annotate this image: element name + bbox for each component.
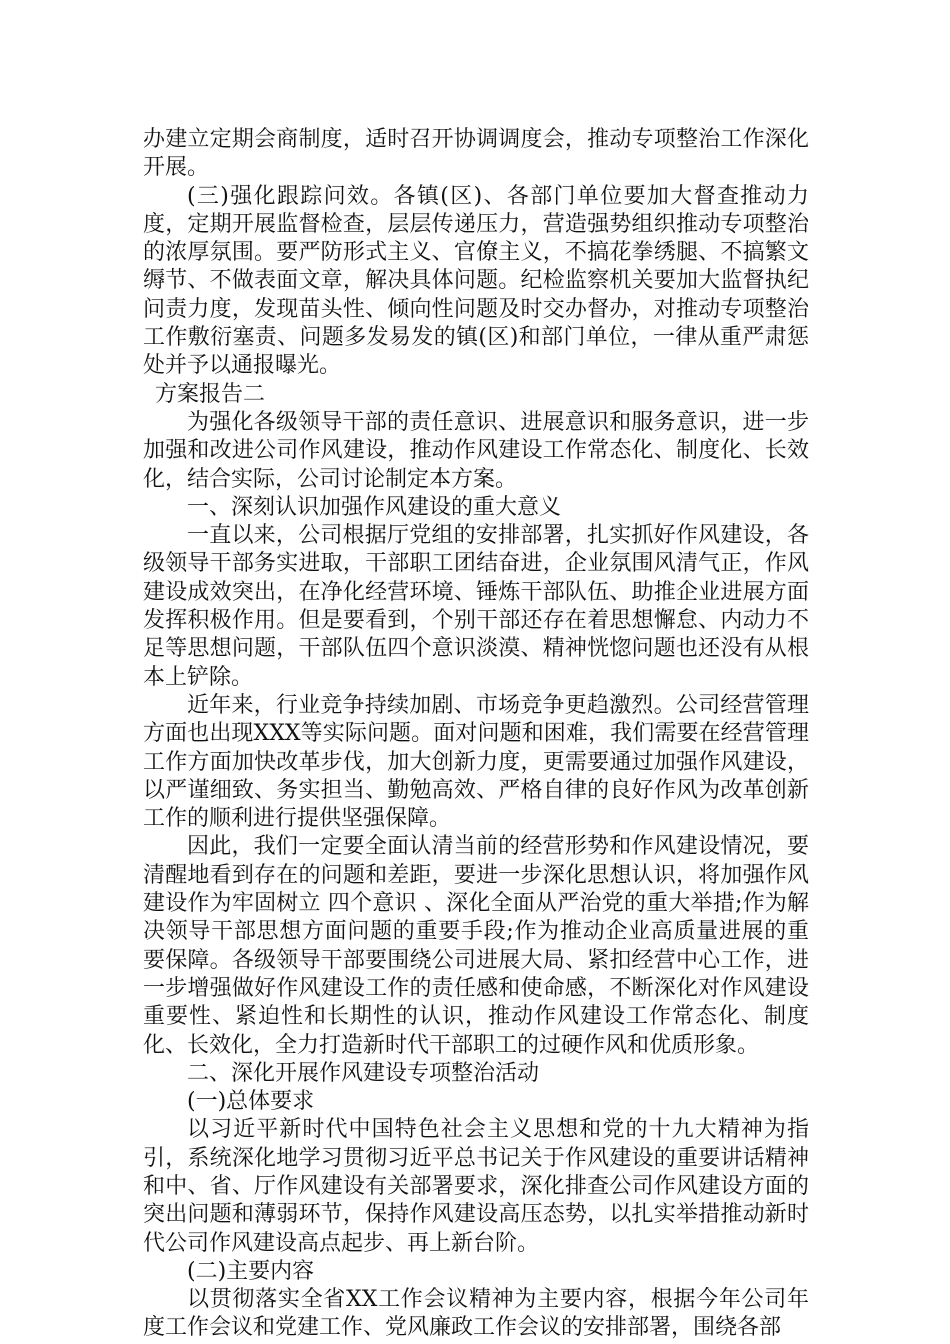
heading-main-content: (二)主要内容 xyxy=(187,1258,315,1284)
paragraph-tracking-accountability: (三)强化跟踪问效。各镇(区)、各部门单位要加大督查推动力度，定期开展监督检查，层层传递压力，营造强势组织推动专项整治的浓厚氛围。要严防形式主义、官僚主义，不搞花拳绣腿、不搞繁文缛节、不做表面文章，解决具体问题。纪检监察机关要加大监督执纪问责力度，发现苗头性、倾向性问题及时交办督办，对推动专项整治工作敷衍塞责、问题多发易发的镇(区)和部门单位，一律从重严肃惩处并予以通报曝光。 xyxy=(143,183,809,379)
paragraph-guiding-thought: 以习近平新时代中国特色社会主义思想和党的十九大精神为指引，系统深化地学习贯彻习近平总书记关于作风建设的重要讲话精神和中、省、厅作风建设有关部署要求，深化排查公司作风建设方面的突出问题和薄弱环节，保持作风建设高压态势，以扎实举措推动新时代公司作风建设高点起步、再上新台阶。 xyxy=(143,1117,809,1256)
paragraph-background: 一直以来，公司根据厅党组的安排部署，扎实抓好作风建设，各级领导干部务实进取，干部职工团结奋进，企业氛围风清气正，作风建设成效突出，在净化经营环境、锤炼干部队伍、助推企业进展方面发挥积极作用。但是要看到，个别干部还存在着思想懈怠、内动力不足等思想问题，干部队伍四个意识淡漠、精神恍惚问题也还没有从根本上铲除。 xyxy=(143,523,809,690)
document-body xyxy=(143,126,809,1343)
paragraph-plan-intro: 为强化各级领导干部的责任意识、进展意识和服务意识，进一步加强和改进公司作风建设，推动作风建设工作常态化、制度化、长效化，结合实际，公司讨论制定本方案。 xyxy=(143,409,809,492)
paragraph-therefore: 因此，我们一定要全面认清当前的经营形势和作风建设情况，要清醒地看到存在的问题和差距，要进一步深化思想认识，将加强作风建设作为牢固树立 四个意识 、深化全面从严治党的重大举措;作为解决领导干部思想方面问题的重要手段;作为推动企业高质量进展的重要保障。各级领导干部要围绕公司进展大局、紧扣经营中心工作，进一步增强做好作风建设工作的责任感和使命感，不断深化对作风建设重要性、紧迫性和长期性的认识，推动作风建设工作常态化、制度化、长效化，全力打造新时代干部职工的过硬作风和优质形象。 xyxy=(143,834,809,1058)
paragraph-main-content: 以贯彻落实全省XX工作会议精神为主要内容，根据今年公司年度工作会议和党建工作、党风廉政工作会议的安排部署，围绕各部 xyxy=(143,1287,809,1341)
section-title-plan-report-two: 方案报告二 xyxy=(155,381,266,407)
paragraph-competition: 近年来，行业竞争持续加剧、市场竞争更趋激烈。公司经营管理方面也出现XXX等实际问题。面对问题和困难，我们需要在经营管理工作方面加快改革步伐，加大创新力度，更需要通过加强作风建设，以严谨细致、务实担当、勤勉高效、严格自律的良好作风为改革创新工作的顺利进行提供坚强保障。 xyxy=(143,692,809,832)
heading-significance: 一、深刻认识加强作风建设的重大意义 xyxy=(187,494,562,520)
heading-overall-requirements: (一)总体要求 xyxy=(187,1089,315,1115)
paragraph-continuation: 办建立定期会商制度，适时召开协调调度会，推动专项整治工作深化开展。 xyxy=(143,127,809,181)
heading-special-rectification: 二、深化开展作风建设专项整治活动 xyxy=(187,1060,540,1086)
